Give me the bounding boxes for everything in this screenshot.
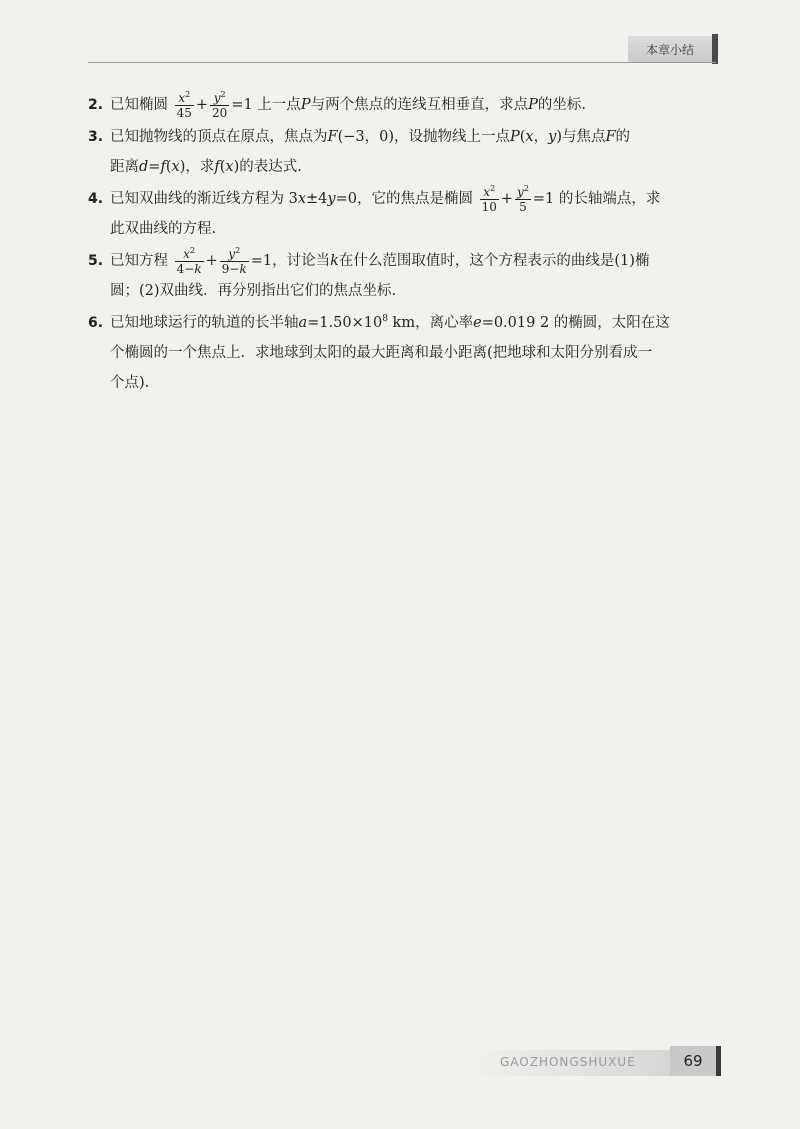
exercise-text: )，求 [179,159,215,175]
denominator [220,262,249,276]
exercise-text: 圆；(2)双曲线．再分别指出它们的焦点坐标. [110,283,397,299]
var-e: e [473,315,482,331]
var-k: k [194,261,202,276]
denominator: 10 [481,199,497,214]
var-x: x [297,191,307,207]
page-number-label: 69 [683,1052,703,1070]
denominator: 45 [176,105,192,120]
fraction-x2-10 [480,185,499,214]
exercise-number: 4. [88,191,104,207]
exercise-list [88,90,720,400]
exercise-text: 已知双曲线的渐近线方程为 3 [110,191,298,207]
var-P: P [528,97,538,113]
exercise-text: 已知抛物线的顶点在原点，焦点为 [110,129,328,145]
fraction-y2-9-k [220,247,249,276]
var-y: y [327,191,336,207]
var-x: x [178,90,186,105]
exponent: 2 [490,183,496,193]
exercise-item-3 [88,122,720,182]
exercise-text: 的 [615,129,631,145]
exercise-text: =1，讨论当 [250,253,331,269]
exercise-text: =1.50×10 [307,315,383,331]
var-y: y [517,184,524,199]
footer-accent-bar [716,1046,721,1076]
fraction-x2-45 [175,91,194,120]
denominator: 20 [212,105,228,120]
var-F: F [327,129,338,145]
exercise-text: ( [165,159,172,175]
var-f: f [214,159,220,175]
exponent: 2 [523,183,529,193]
var-P: P [300,97,311,113]
header-rule [88,62,716,63]
exercise-text: ( [219,159,226,175]
exercise-text: 距离 [110,159,139,175]
exercise-number: 5. [88,253,104,269]
var-P: P [509,129,520,145]
denominator-part: 4− [176,261,195,276]
var-x: x [525,129,534,145]
exponent: 2 [185,89,191,99]
exercise-item-2 [88,90,720,120]
exercise-text: 个椭圆的一个焦点上．求地球到太阳的最大距离和最小距离(把地球和太阳分别看成一 [110,345,653,361]
exercise-item-6 [88,308,720,398]
exercise-number: 6. [88,315,104,331]
page-number [670,1046,716,1076]
exercise-text: 个点). [110,375,150,391]
exercise-number: 3. [88,129,104,145]
fraction-y2-5 [515,185,531,214]
exercise-text: =0.019 2 的椭圆，太阳在这 [481,315,670,331]
exercise-text: = [148,159,161,175]
chapter-summary-tab [628,36,712,62]
var-f: f [160,159,166,175]
exercise-text: ( [519,129,526,145]
exercise-text: )与焦点 [556,129,606,145]
exercise-text: (−3，0)，设抛物线上一点 [337,129,510,145]
var-a: a [298,315,308,331]
var-y: y [213,90,221,105]
var-k: k [330,253,339,269]
var-d: d [139,159,149,175]
footer-series-word: GAOZHONGSHUXUE [500,1055,636,1069]
exercise-text: =0，它的焦点是椭圆 [335,191,473,207]
exercise-text: 的坐标. [537,97,586,113]
var-x: x [183,246,190,261]
fraction-y2-20 [210,91,229,120]
plus-sign: + [195,97,209,113]
exercise-text: km，离心率 [387,315,474,331]
var-x: x [483,184,491,199]
plus-sign: + [500,191,514,207]
header-accent-bar [712,34,718,64]
denominator [175,262,204,276]
var-x: x [171,159,180,175]
exercise-text: 此双曲线的方程. [110,221,217,237]
exercise-text: 与两个焦点的连线互相垂直，求点 [310,97,529,113]
exercise-text: )的表达式. [233,159,302,175]
exercise-text: 在什么范围取值时，这个方程表示的曲线是(1)椭 [338,253,650,269]
denominator-part: 9− [221,261,240,276]
var-F: F [605,129,616,145]
chapter-summary-label: 本章小结 [645,42,694,57]
denominator: 5 [519,199,527,214]
exercise-text: 已知椭圆 [110,97,168,113]
exponent: 8 [382,314,388,325]
exponent: 2 [189,245,196,255]
var-y: y [548,129,557,145]
exercise-text: 已知地球运行的轨道的长半轴 [110,315,299,331]
var-k: k [239,261,247,276]
exercise-item-5 [88,246,720,306]
exponent: 2 [235,245,241,255]
var-y: y [228,246,236,261]
exercise-text: ±4 [306,191,328,207]
exercise-text: =1 上一点 [231,97,301,113]
exercise-text: =1 的长轴端点，求 [532,191,661,207]
exercise-text: 已知方程 [110,253,168,269]
exercise-number: 2. [88,97,104,113]
exponent: 2 [220,89,226,99]
exercise-text: ， [533,129,549,145]
fraction-x2-4-k [175,247,204,276]
exercise-item-4 [88,184,720,244]
plus-sign: + [205,253,218,269]
var-x: x [225,159,234,175]
